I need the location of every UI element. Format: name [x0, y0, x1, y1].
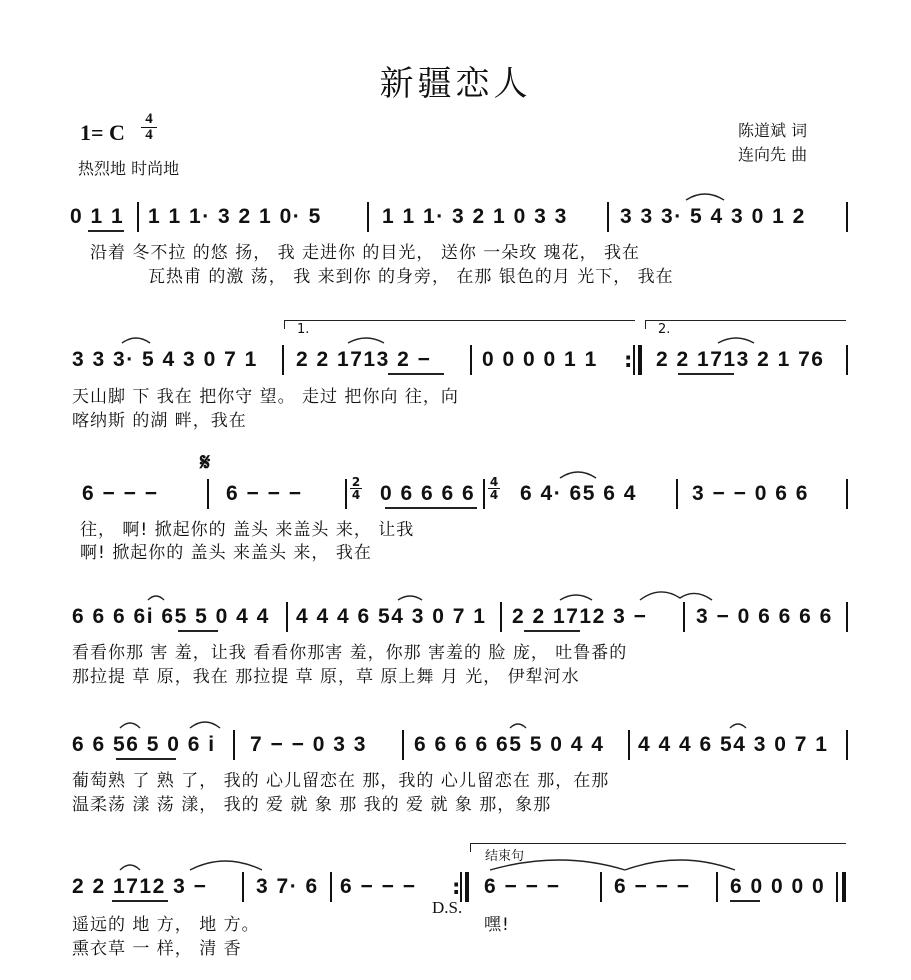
ending-lyric: 嘿!: [484, 915, 510, 935]
lyrics-3-verse-1: 往， 啊! 掀起你的 盖头 来盖头 来， 让我: [80, 520, 415, 540]
slur: [560, 472, 596, 478]
tie: [640, 592, 712, 600]
lyrics-3-verse-2: 啊! 掀起你的 盖头 来盖头 来， 我在: [80, 543, 372, 563]
lyrics-6-verse-2: 熏衣草 一 样， 清 香: [72, 939, 242, 959]
measure-6-4: 6 − − −: [484, 875, 561, 898]
lyrics-5-verse-1: 葡萄熟 了 熟 了， 我的 心儿留恋在 那，我的 心儿留恋在 那，在那: [72, 771, 610, 791]
lyrics-6-verse-1: 遥远的 地 方， 地 方。: [72, 915, 260, 935]
repeat-end-dots: :: [452, 875, 461, 899]
lyrics-2-verse-1: 天山脚 下 我在 把你守 望。 走过 把你向 往，向: [72, 387, 459, 407]
meter-4-4-top: 4: [489, 475, 499, 489]
measure-2-1: 3 3 3· 5 4 3 0 7 1: [72, 348, 258, 371]
measure-5-1: 6 6 56 5 0 6 i: [72, 733, 216, 756]
lyrics-1-verse-1: 沿着 冬不拉 的悠 扬， 我 走进你 的目光， 送你 一朵玫 瑰花， 我在: [90, 243, 641, 263]
ending-label: 结束句: [485, 849, 525, 864]
slur: [510, 724, 526, 728]
slur: [718, 338, 754, 343]
lyrics-1-verse-2: 瓦热甫 的激 荡， 我 来到你 的身旁， 在那 银色的月 光下， 我在: [148, 267, 674, 287]
lyrics-5-verse-2: 温柔荡 漾 荡 漾， 我的 爱 就 象 那 我的 爱 就 象 那，象那: [72, 795, 552, 815]
slur: [730, 724, 746, 728]
measure-4-2: 4 4 4 6 54 3 0 7 1: [296, 605, 487, 628]
volta-1-label: 1.: [297, 322, 310, 337]
measure-4-4: 3 − 0 6 6 6 6: [696, 605, 833, 628]
repeat-end-dots: :: [624, 348, 633, 372]
time-signature-top: 4: [145, 111, 153, 127]
lyrics-4-verse-1: 看看你那 害 羞，让我 看看你那害 羞，你那 害羞的 脸 庞， 吐鲁番的: [72, 643, 628, 663]
measure-5-3: 6 6 6 6 65 5 0 4 4: [414, 733, 605, 756]
measure-4-1: 6 6 6 6i 65 5 0 4 4: [72, 605, 270, 628]
lyrics-4-verse-2: 那拉提 草 原，我在 那拉提 草 原，草 原上舞 月 光， 伊犁河水: [72, 667, 580, 687]
time-signature-bottom: 4: [141, 127, 157, 143]
measure-4-3: 2 2 1712 3 −: [512, 605, 648, 628]
tie: [190, 861, 262, 870]
tie: [625, 860, 735, 870]
slur: [348, 338, 384, 343]
measure-3-2: 6 − − −: [226, 482, 303, 505]
measure-6-2: 3 7· 6: [256, 875, 319, 898]
slur: [122, 338, 150, 343]
measure-1-2: 1 1 1· 3 2 1 0· 5: [148, 205, 322, 228]
slur: [190, 722, 220, 728]
measure-5-2: 7 − − 0 3 3: [250, 733, 367, 756]
segno-sign: 𝄋: [200, 447, 211, 476]
measure-1-3: 1 1 1· 3 2 1 0 3 3: [382, 205, 568, 228]
measure-6-3: 6 − − −: [340, 875, 417, 898]
measure-1-1: 0 1 1: [70, 205, 125, 228]
tempo-marking: 热烈地 时尚地: [78, 159, 180, 178]
slur: [560, 595, 592, 600]
slur: [120, 723, 140, 728]
measure-2-2: 2 2 1713 2 −: [296, 348, 432, 371]
meter-2-4-bottom: 4: [351, 488, 361, 502]
lyricist-credit: 陈道斌 词: [738, 121, 808, 140]
measure-2-4: 2 2 1713 2 1 76: [656, 348, 825, 371]
ds-marking: D.S.: [432, 898, 463, 917]
slur: [686, 194, 724, 200]
lyrics-2-verse-2: 喀纳斯 的湖 畔，我在: [72, 411, 247, 431]
key-signature: 1= C: [80, 120, 125, 145]
measure-1-4: 3 3 3· 5 4 3 0 1 2: [620, 205, 806, 228]
tie: [490, 860, 625, 870]
measure-3-1: 6 − − −: [82, 482, 159, 505]
measure-6-1: 2 2 1712 3 −: [72, 875, 208, 898]
measure-6-5: 6 − − −: [614, 875, 691, 898]
page-title: 新疆恋人: [379, 64, 532, 104]
slur: [120, 865, 140, 870]
slur: [148, 596, 164, 600]
meter-2-4-top: 2: [351, 475, 361, 489]
measure-3-4: 6 4· 65 6 4: [520, 482, 637, 505]
measure-2-3: 0 0 0 0 1 1: [482, 348, 598, 371]
meter-4-4-bottom: 4: [489, 488, 499, 502]
measure-3-3: 0 6 6 6 6: [380, 482, 476, 505]
measure-3-5: 3 − − 0 6 6: [692, 482, 809, 505]
volta-2-label: 2.: [658, 322, 671, 337]
composer-credit: 连向先 曲: [738, 145, 808, 164]
measure-5-4: 4 4 4 6 54 3 0 7 1: [638, 733, 829, 756]
measure-6-6: 6 0 0 0 0: [730, 875, 826, 898]
slur: [398, 596, 422, 600]
